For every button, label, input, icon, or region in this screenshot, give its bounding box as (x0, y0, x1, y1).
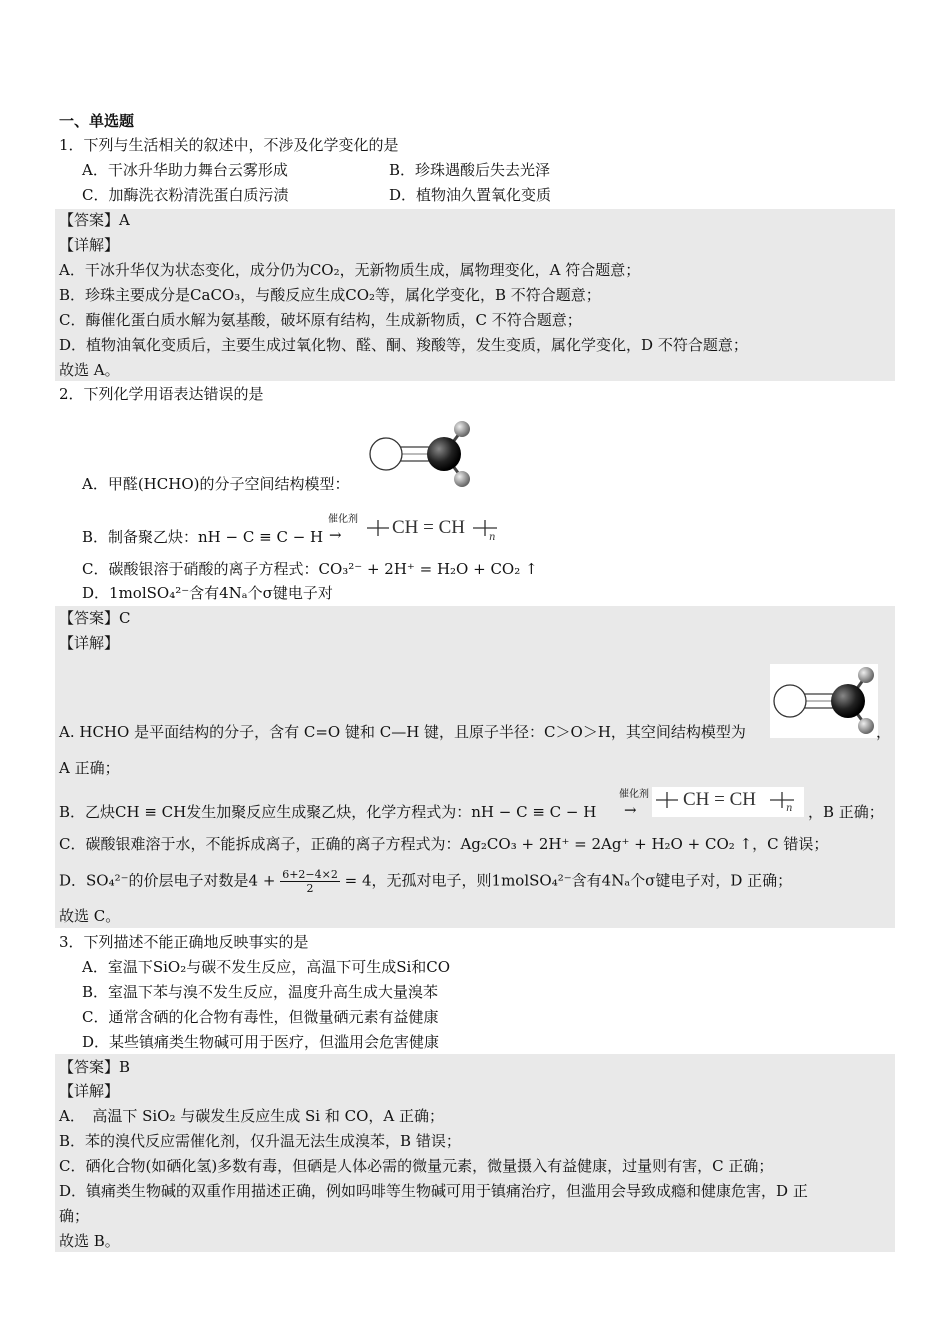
q3-stem: 3．下列描述不能正确地反映事实的是 (59, 933, 309, 951)
q3-conclusion: 故选 B。 (59, 1232, 120, 1250)
q2-detail-a: A. HCHO 是平面结构的分子，含有 C=O 键和 C—H 键，且原子半径：C＞O＞H，其空间结构模型为 (59, 723, 746, 741)
polyacetylene-structure-image-2 (652, 787, 804, 817)
q2-option-c: C．碳酸银溶于硝酸的离子方程式：CO₃²⁻ + 2H⁺ = H₂O + CO₂ ↑ (82, 560, 538, 578)
q3-option-c: C．通常含硒的化合物有毒性，但微量硒元素有益健康 (82, 1008, 439, 1026)
q2-detail-label: 【详解】 (59, 634, 120, 652)
q2-detail-d-pre: D．SO₄²⁻的价层电子对数是4 + (59, 871, 276, 890)
fraction-denominator: 2 (306, 882, 314, 895)
q2-detail-d-post: = 4，无孤对电子，则1molSO₄²⁻含有4Nₐ个σ键电子对，D 正确； (344, 871, 793, 890)
q1-conclusion: 故选 A。 (59, 361, 120, 379)
q1-answer: 【答案】A (59, 211, 130, 229)
section-title: 一、单选题 (59, 112, 135, 130)
q2-detail-a-tail: ， (876, 723, 892, 741)
q3-detail-label: 【详解】 (59, 1082, 120, 1100)
q3-detail-c: C．硒化合物(如硒化氢)多数有毒，但硒是人体必需的微量元素，微量摄入有益健康，过量则有害，C 正确； (59, 1157, 774, 1175)
q3-explanation-panel (55, 1054, 895, 1252)
q3-detail-a: A． 高温下 SiO₂ 与碳发生反应生成 Si 和 CO，A 正确； (59, 1107, 445, 1125)
q1-detail-label: 【详解】 (59, 236, 120, 254)
valence-fraction (280, 868, 340, 895)
q3-option-a: A．室温下SiO₂与碳不发生反应，高温下可生成Si和CO (82, 958, 451, 976)
q1-option-b: B．珍珠遇酸后失去光泽 (389, 161, 551, 179)
q2-option-b: B．制备聚乙炔：nH − C ≡ C − H (82, 528, 324, 546)
q1-option-a: A．干冰升华助力舞台云雾形成 (82, 161, 288, 179)
polymer-n-subscript-2: n (786, 803, 793, 814)
q2-detail-b: B．乙炔CH ≡ CH发生加聚反应生成聚乙炔，化学方程式为：nH − C ≡ C − H (59, 803, 597, 821)
q2-option-a: A．甲醛(HCHO)的分子空间结构模型： (82, 475, 350, 493)
q3-detail-d: D．镇痛类生物碱的双重作用描述正确，例如吗啡等生物碱可用于镇痛治疗，但滥用会导致成瘾和健康危害，D 正 (59, 1182, 808, 1200)
q3-answer: 【答案】B (59, 1058, 131, 1076)
q3-option-b: B．室温下苯与溴不发生反应，温度升高生成大量溴苯 (82, 983, 439, 1001)
q2-detail-b-arrow: → (624, 801, 637, 819)
q1-stem: 1．下列与生活相关的叙述中，不涉及化学变化的是 (59, 136, 399, 154)
q2-option-b-catalyst: 催化剂 (328, 514, 358, 525)
q3-detail-b: B．苯的溴代反应需催化剂，仅升温无法生成溴苯，B 错误； (59, 1132, 461, 1150)
q2-option-b-arrow: → (329, 526, 342, 544)
q1-detail-c: C．酶催化蛋白质水解为氨基酸，破坏原有结构，生成新物质，C 不符合题意； (59, 311, 582, 329)
q2-detail-b-tail: ，B 正确； (808, 803, 884, 821)
q2-conclusion: 故选 C。 (59, 907, 121, 925)
q2-stem: 2．下列化学用语表达错误的是 (59, 385, 264, 403)
q2-detail-d (59, 868, 792, 895)
q1-detail-d: D．植物油氧化变质后，主要生成过氧化物、醛、酮、羧酸等，发生变质，属化学变化，D 不符合题意； (59, 336, 748, 354)
q1-option-c: C．加酶洗衣粉清洗蛋白质污渍 (82, 186, 289, 204)
q1-detail-a: A．干冰升华仅为状态变化，成分仍为CO₂，无新物质生成，属物理变化，A 符合题意； (59, 261, 641, 279)
formaldehyde-model-image (366, 418, 476, 490)
q2-answer: 【答案】C (59, 609, 131, 627)
fraction-numerator: 6+2−4×2 (282, 868, 338, 881)
q2-detail-a-cont: A 正确； (59, 759, 120, 777)
q1-option-d: D．植物油久置氧化变质 (389, 186, 552, 204)
q2-detail-b-catalyst: 催化剂 (619, 789, 649, 800)
polyacetylene-unit-2: CH = CH (683, 789, 757, 810)
polyacetylene-structure-image (363, 515, 503, 547)
q1-detail-b: B．珍珠主要成分是CaCO₃，与酸反应生成CO₂等，属化学变化，B 不符合题意； (59, 286, 601, 304)
q2-option-d: D．1molSO₄²⁻含有4Nₐ个σ键电子对 (82, 584, 333, 602)
formaldehyde-model-image-2 (770, 664, 878, 738)
q3-option-d: D．某些镇痛类生物碱可用于医疗，但滥用会危害健康 (82, 1033, 440, 1051)
q2-detail-c: C．碳酸银难溶于水，不能拆成离子，正确的离子方程式为：Ag₂CO₃ + 2H⁺ = 2Ag⁺ + H₂O + CO₂ ↑，C 错误； (59, 835, 829, 853)
q3-detail-d-cont: 确； (59, 1207, 90, 1225)
polyacetylene-unit: CH = CH (392, 517, 466, 538)
polymer-n-subscript: n (489, 532, 496, 543)
